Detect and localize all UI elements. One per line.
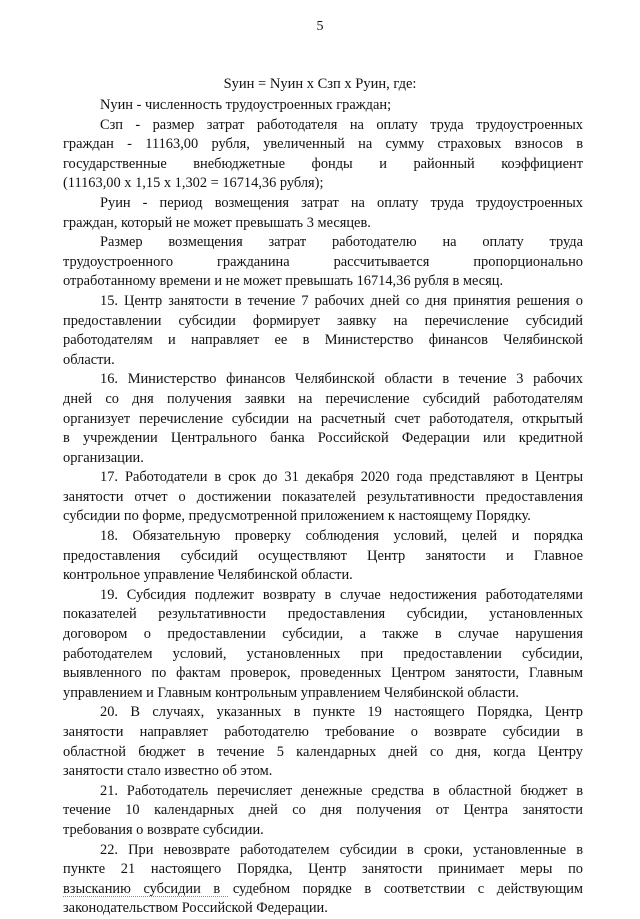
footer-rule [63, 896, 228, 897]
text-line: договором о предоставлении субсидии, а также в случае нарушения [63, 626, 583, 643]
document-body [63, 96, 583, 919]
text-line: занятости отчет о достижении показателей результативности предоставления [63, 488, 583, 505]
text-line: течение 10 календарных дней со дня получения от Центра занятости [63, 802, 583, 819]
text-line: требования о возврате субсидии. [63, 821, 264, 838]
text-line: Nуин - численность трудоустроенных граждан; [100, 97, 392, 113]
text-line: управлением и Главным контрольным управлением Челябинской области. [63, 684, 520, 701]
text-line: контрольное управление Челябинской области. [63, 567, 353, 584]
text-line: Размер возмещения затрат работодателю на оплату труда [100, 234, 583, 251]
text-line: отработанному времени и не может превышать 16714,36 рубля в месяц. [63, 273, 504, 290]
text-line: пункте 21 настоящего Порядка, Центр занятости принимает меры по [63, 861, 583, 878]
text-line: 19. Субсидия подлежит возврату в случае недостижения работодателями [100, 586, 583, 603]
text-line: трудоустроенного гражданина рассчитывается пропорционально [63, 253, 583, 270]
paragraph [63, 841, 583, 919]
text-line: работодателем условий, установленных при предоставлении субсидии, [63, 645, 583, 662]
paragraph [63, 194, 583, 233]
text-line: показателей результативности предоставления субсидии, установленных [63, 606, 583, 623]
text-line: выявленного по фактам проверок, проведенных Центром занятости, Главным [63, 665, 583, 682]
paragraph [63, 782, 583, 841]
text-line: предоставлении субсидии формирует заявку на перечисление субсидий [63, 312, 583, 329]
text-line: занятости направляет работодателю требование о возврате субсидии в [63, 724, 583, 740]
text-line: (11163,00 x 1,15 x 1,302 = 16714,36 рубля); [63, 175, 324, 192]
text-line: дней со дня получения заявки на перечисление субсидий работодателям [63, 390, 583, 407]
paragraph [63, 116, 583, 194]
paragraph [63, 292, 583, 370]
paragraph [63, 527, 583, 586]
text-line: 18. Обязательную проверку соблюдения условий, целей и порядка [100, 528, 583, 545]
text-line: государственные внебюджетные фонды и районный коэффициент [63, 155, 583, 172]
text-line: организации. [63, 449, 144, 466]
paragraph [63, 703, 583, 781]
page-number: 5 [316, 19, 324, 34]
text-line: 22. При невозврате работодателем субсидии в сроки, установленные в [100, 841, 583, 858]
paragraph [63, 233, 583, 292]
text-line: 20. В случаях, указанных в пункте 19 настоящего Порядка, Центр [100, 704, 583, 721]
text-line: области. [63, 351, 115, 368]
formula-line: Sуин = Nуин x Сзп x Руин, где: [223, 76, 417, 92]
paragraph [63, 586, 583, 704]
paragraph [63, 96, 583, 116]
text-line: в учреждении Центрального банка Российской Федерации или кредитной [63, 430, 583, 447]
text-line: Руин - период возмещения затрат на оплату труда трудоустроенных [100, 194, 583, 211]
text-line: работодателям и направляет ее в Министерство финансов Челябинской [63, 332, 583, 349]
text-line: предоставления субсидий осуществляют Центр занятости и Главное [63, 547, 583, 564]
text-line: областной бюджет в течение 5 календарных дней со дня, когда Центру [63, 743, 583, 760]
text-line: 17. Работодатели в срок до 31 декабря 2020 года представляют в Центры [100, 469, 583, 486]
paragraph [63, 468, 583, 527]
text-line: граждан - 11163,00 рубля, увеличенный на сумму страховых взносов в [63, 136, 583, 153]
text-line: организует перечисление субсидии на расчетный счет работодателя, открытый [63, 410, 583, 427]
text-line: 16. Министерство финансов Челябинской области в течение 3 рабочих [100, 371, 583, 388]
text-line: законодательством Российской Федерации. [63, 900, 328, 917]
text-line: субсидии по форме, предусмотренной приложением к настоящему Порядку. [63, 508, 531, 525]
text-line: Сзп - размер затрат работодателя на оплату труда трудоустроенных [100, 116, 583, 133]
text-line: занятости стало известно об этом. [63, 763, 273, 780]
text-line: взысканию субсидии в судебном порядке в соответствии с действующим [63, 880, 583, 897]
text-line: граждан, который не может превышать 3 месяцев. [63, 214, 371, 231]
paragraph [63, 370, 583, 468]
text-line: 15. Центр занятости в течение 7 рабочих дней со дня принятия решения о [100, 292, 583, 309]
text-line: 21. Работодатель перечисляет денежные средства в областной бюджет в [100, 782, 583, 799]
